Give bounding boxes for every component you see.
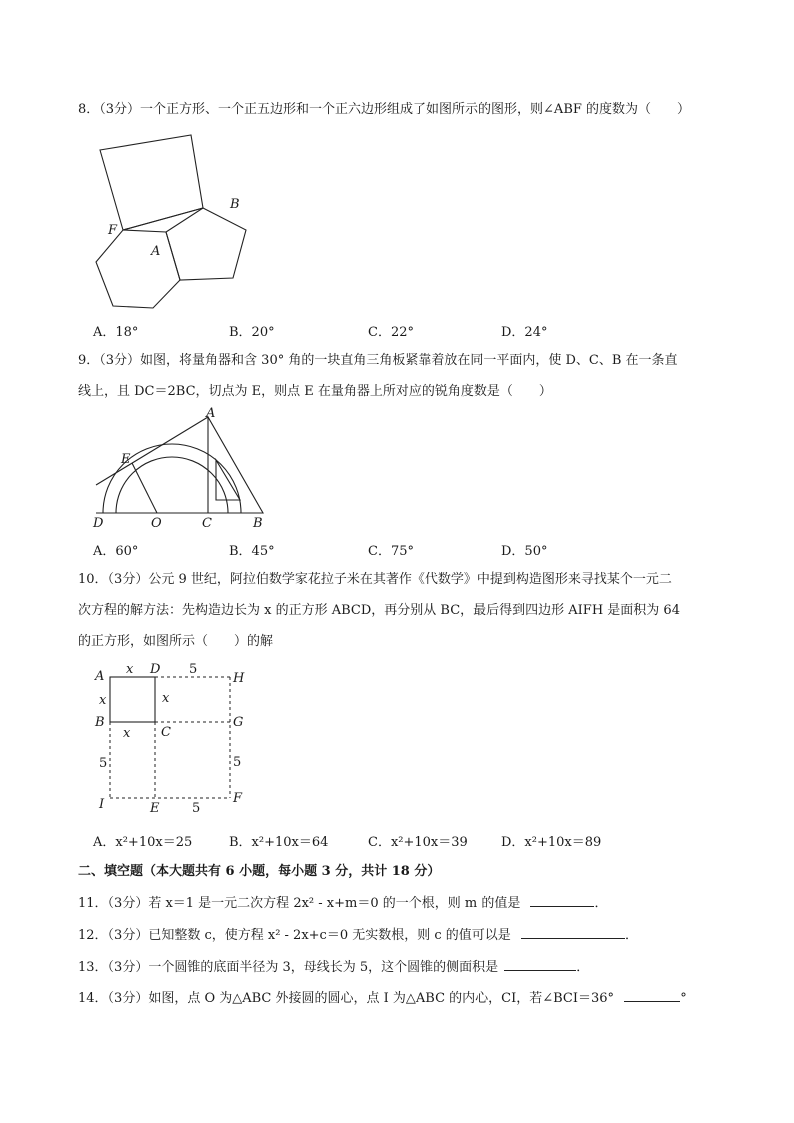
q9-label-c: C bbox=[202, 516, 212, 531]
q10-option-a: A．x²+10x＝25 bbox=[93, 835, 193, 850]
q10-label-f: F bbox=[233, 791, 243, 806]
q8-line-fb bbox=[123, 208, 203, 230]
q10-label-5-right: 5 bbox=[233, 755, 242, 770]
q14-line bbox=[78, 987, 687, 1008]
q8-option-b: B．20° bbox=[229, 325, 275, 340]
section-2-title: 二、填空题（本大题共有 6 小题，每小题 3 分，共计 18 分） bbox=[78, 864, 441, 879]
q10-label-x-right: x bbox=[162, 691, 170, 706]
q9-label-b: B bbox=[253, 516, 263, 531]
q10-label-d: D bbox=[150, 662, 161, 677]
q13-answer-blank[interactable] bbox=[504, 956, 576, 971]
q8-option-c: C．22° bbox=[368, 325, 414, 340]
q8-label-b: B bbox=[230, 197, 240, 212]
q12-end: ． bbox=[624, 928, 638, 943]
q10-label-b: B bbox=[95, 715, 105, 730]
q9-label-d: D bbox=[93, 516, 104, 531]
q10-option-d: D．x²+10x＝89 bbox=[501, 835, 602, 850]
q10-stem-line1: 10．（3分）公元 9 世纪，阿拉伯数学家花拉子米在其著作《代数学》中提到构造图形来寻找某个一元二 bbox=[78, 572, 672, 587]
q10-option-b: B．x²+10x＝64 bbox=[229, 835, 329, 850]
q10-label-e: E bbox=[150, 801, 160, 816]
q14-end: ° bbox=[680, 991, 687, 1006]
q8-square bbox=[100, 135, 203, 230]
q10-label-5-bottom: 5 bbox=[192, 801, 201, 816]
q9-tangent-line bbox=[96, 417, 208, 485]
q8-label-f: F bbox=[108, 223, 118, 238]
q8-label-a: A bbox=[151, 244, 161, 259]
q10-stem-line2: 次方程的解方法：先构造边长为 x 的正方形 ABCD，再分别从 BC，最后得到四边形 AIFH 是面积为 64 bbox=[78, 603, 680, 618]
q9-option-d: D．50° bbox=[501, 544, 548, 559]
q9-option-a: A．60° bbox=[93, 544, 139, 559]
q9-option-b: B．45° bbox=[229, 544, 275, 559]
q9-label-e: E bbox=[121, 452, 131, 467]
q12-line bbox=[78, 924, 638, 945]
q10-label-x-bottom: x bbox=[123, 726, 131, 741]
q10-label-5-top: 5 bbox=[189, 662, 198, 677]
q10-option-c: C．x²+10x＝39 bbox=[368, 835, 468, 850]
q9-option-c: C．75° bbox=[368, 544, 414, 559]
q10-label-i: I bbox=[99, 797, 105, 812]
q8-hexagon bbox=[96, 230, 180, 308]
q10-label-x-top: x bbox=[126, 662, 134, 677]
q9-stem-line2: 线上，且 DC＝2BC，切点为 E，则点 E 在量角器上所对应的锐角度数是（ ） bbox=[78, 384, 552, 399]
q12-stem: 12．（3分）已知整数 c，使方程 x² - 2x+c＝0 无实数根，则 c 的值可以是 bbox=[78, 928, 511, 943]
q11-stem: 11．（3分）若 x＝1 是一元二次方程 2x² - x+m＝0 的一个根，则 m 的值是 bbox=[78, 896, 521, 911]
q8-option-a: A．18° bbox=[93, 325, 139, 340]
q11-line bbox=[78, 892, 608, 913]
q10-label-c: C bbox=[161, 725, 171, 740]
q8-figure bbox=[88, 130, 278, 315]
q13-line bbox=[78, 956, 589, 977]
q14-answer-blank[interactable] bbox=[624, 987, 680, 1002]
q12-answer-blank[interactable] bbox=[521, 924, 625, 939]
q11-end: ． bbox=[594, 896, 608, 911]
q10-label-a: A bbox=[95, 669, 105, 684]
q10-label-5-left: 5 bbox=[99, 756, 108, 771]
q11-answer-blank[interactable] bbox=[530, 892, 594, 907]
q8-option-d: D．24° bbox=[501, 325, 548, 340]
q9-stem-line1: 9．（3分）如图，将量角器和含 30° 角的一块直角三角板紧靠着放在同一平面内，使 D、C、B 在一条直 bbox=[78, 353, 678, 368]
q9-radius-oe bbox=[132, 463, 157, 513]
q13-end: ． bbox=[576, 960, 590, 975]
q9-label-o: O bbox=[151, 516, 162, 531]
q8-stem: 8．（3分）一个正方形、一个正五边形和一个正六边形组成了如图所示的图形，则∠ABF 的度数为（ ） bbox=[78, 102, 691, 117]
q10-label-x-left: x bbox=[99, 693, 107, 708]
q10-stem-line3: 的正方形，如图所示（ ）的解 bbox=[78, 634, 274, 649]
q10-figure bbox=[88, 660, 258, 820]
q8-pentagon bbox=[166, 208, 246, 280]
q9-figure bbox=[88, 405, 278, 535]
q10-label-h: H bbox=[233, 671, 245, 686]
q9-label-a: A bbox=[206, 406, 216, 421]
q13-stem: 13．（3分）一个圆锥的底面半径为 3，母线长为 5，这个圆锥的侧面积是 bbox=[78, 960, 499, 975]
q10-square-abcd bbox=[110, 677, 155, 722]
q14-stem: 14．（3分）如图，点 O 为△ABC 外接圆的圆心，点 I 为△ABC 的内心，CI，若∠BCI＝36° bbox=[78, 991, 615, 1006]
q10-label-g: G bbox=[233, 715, 244, 730]
